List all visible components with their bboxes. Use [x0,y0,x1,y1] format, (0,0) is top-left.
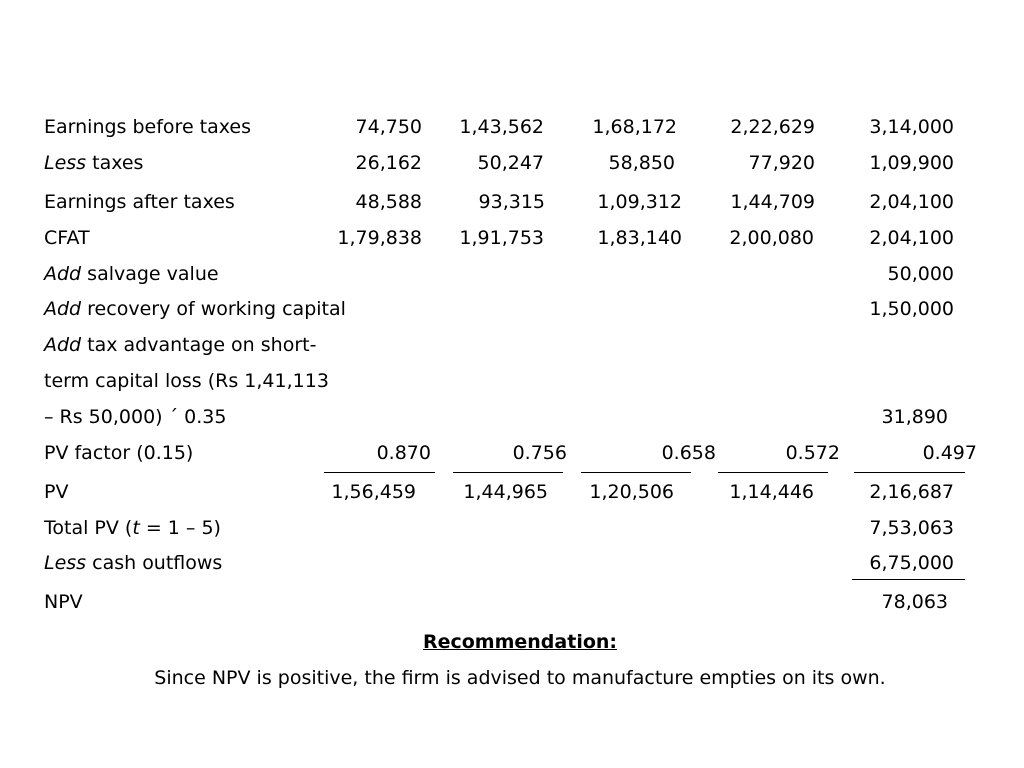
label-text: tax advantage on short- [81,334,317,356]
cell-cash-outflows: 6,75,000 [869,552,954,574]
cell-eat-y2: 93,315 [478,191,545,213]
cell-ebt-y5: 3,14,000 [869,116,954,138]
cell-eat-y4: 1,44,709 [730,191,815,213]
cell-total-pv: 7,53,063 [869,517,954,539]
column-rule-y4 [718,472,828,473]
label-text: recovery of working capital [81,298,346,320]
row-label-add-tax-advantage [44,334,316,356]
label-emphasis: Less [44,152,87,174]
row-label-tax-advantage-line3: – Rs 50,000) ´ 0.35 [44,406,227,428]
cell-pvf-y3: 0.658 [661,442,716,464]
cell-pv-y1: 1,56,459 [331,481,416,503]
cell-pv-y2: 1,44,965 [463,481,548,503]
cell-ebt-y1: 74,750 [355,116,422,138]
label-text: taxes [86,152,144,174]
cell-cfat-y2: 1,91,753 [459,227,544,249]
row-label-less-cash-outflows [44,552,222,574]
cell-eat-y5: 2,04,100 [869,191,954,213]
label-emphasis: t [132,517,140,539]
row-label-earnings-after-taxes: Earnings after taxes [44,191,235,213]
label-emphasis: Add [44,334,82,356]
cell-pvf-y2: 0.756 [512,442,567,464]
column-rule-y2 [453,472,563,473]
cell-salvage-y5: 50,000 [887,263,954,285]
cell-tax-y5: 1,09,900 [869,152,954,174]
row-label-tax-advantage-line2: term capital loss (Rs 1,41,113 [44,370,329,392]
cell-tax-y3: 58,850 [608,152,675,174]
row-label-npv: NPV [44,591,83,613]
label-text: salvage value [81,263,219,285]
cell-pvf-y1: 0.870 [376,442,431,464]
cell-tax-advantage-y5: 31,890 [881,406,948,428]
label-text-after: = 1 – 5) [139,517,221,539]
row-label-add-recovery-working-capital [44,298,346,320]
cell-pvf-y4: 0.572 [785,442,840,464]
cell-tax-y1: 26,162 [355,152,422,174]
cell-cfat-y3: 1,83,140 [597,227,682,249]
recommendation-text: Since NPV is positive, the firm is advised to manufacture empties on its own. [154,667,886,689]
row-label-pv-factor: PV factor (0.15) [44,442,194,464]
cell-pvf-y5: 0.497 [922,442,977,464]
cell-cfat-y5: 2,04,100 [869,227,954,249]
cell-cfat-y1: 1,79,838 [337,227,422,249]
row-label-total-pv [44,517,221,539]
label-emphasis: Add [44,263,82,285]
cell-npv: 78,063 [881,591,948,613]
cell-eat-y3: 1,09,312 [597,191,682,213]
recommendation-title: Recommendation: [422,631,618,653]
cell-eat-y1: 48,588 [355,191,422,213]
label-emphasis: Less [44,552,87,574]
cell-pv-y4: 1,14,446 [729,481,814,503]
row-label-earnings-before-taxes: Earnings before taxes [44,116,252,138]
cell-tax-y4: 77,920 [748,152,815,174]
row-label-add-salvage-value [44,263,219,285]
row-label-pv: PV [44,481,69,503]
row-label-less-taxes [44,152,143,174]
cell-recovery-y5: 1,50,000 [869,298,954,320]
cell-cfat-y4: 2,00,080 [729,227,814,249]
cell-pv-y3: 1,20,506 [589,481,674,503]
label-text: Total PV ( [44,517,133,539]
column-rule-y1 [324,472,435,473]
cell-tax-y2: 50,247 [477,152,544,174]
cell-pv-y5: 2,16,687 [869,481,954,503]
column-rule-y3 [581,472,691,473]
column-rule-y5 [854,472,965,473]
cell-ebt-y2: 1,43,562 [459,116,544,138]
label-emphasis: Add [44,298,82,320]
cell-ebt-y3: 1,68,172 [592,116,677,138]
row-label-cfat: CFAT [44,227,90,249]
total-rule [852,579,965,580]
label-text: cash outflows [86,552,223,574]
cell-ebt-y4: 2,22,629 [730,116,815,138]
